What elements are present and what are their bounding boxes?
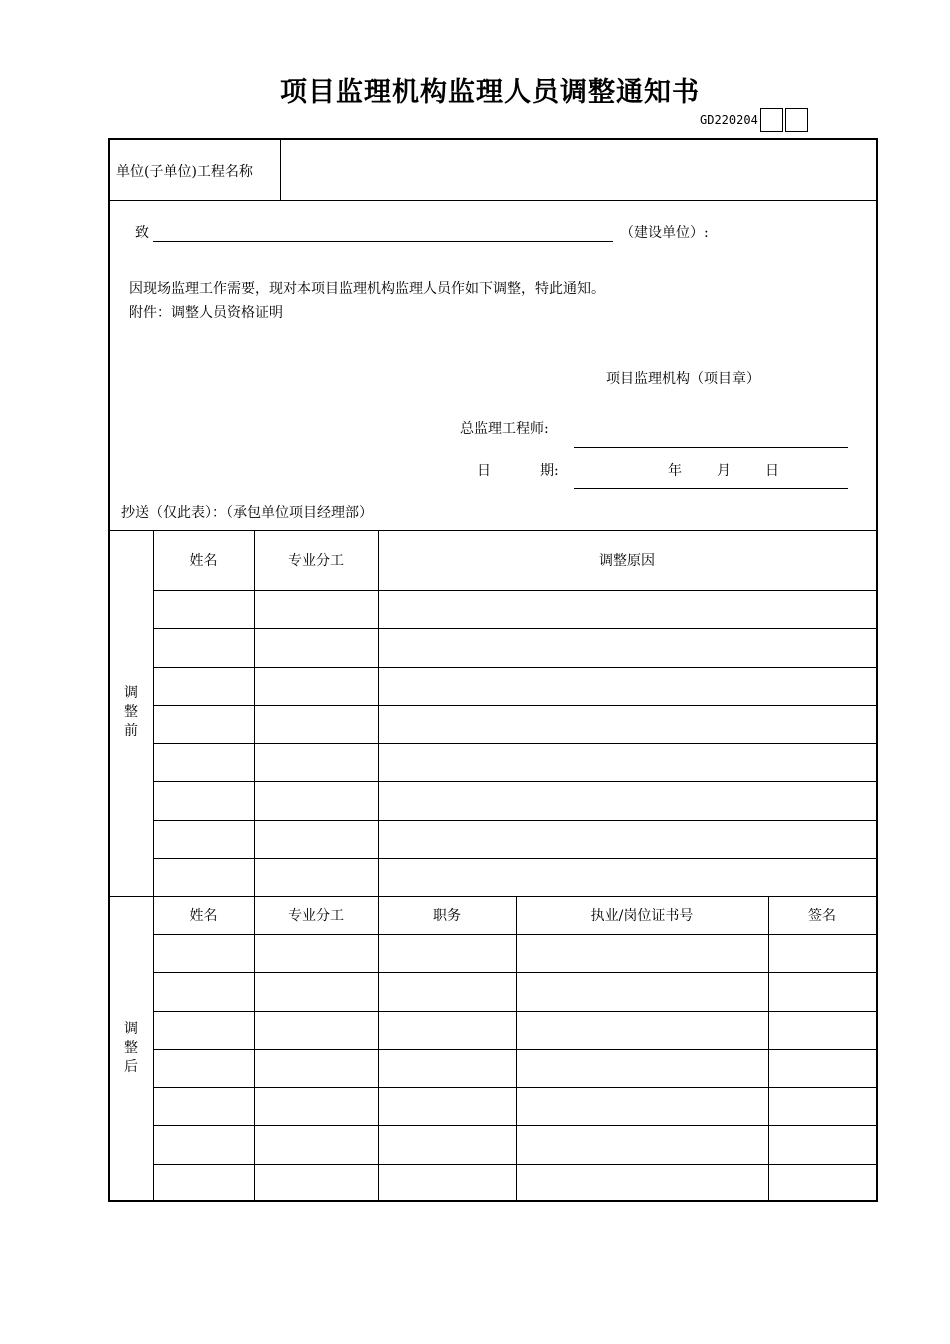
project-name-label: 单位(子单位)工程名称 [116, 164, 253, 180]
after-cell[interactable] [256, 1013, 376, 1047]
before-cell[interactable] [380, 822, 874, 856]
code-box-2[interactable] [785, 108, 808, 132]
to-suffix: （建设单位）: [620, 225, 709, 241]
after-cell[interactable] [770, 1051, 874, 1085]
after-cell[interactable] [380, 1013, 514, 1047]
after-cell[interactable] [518, 1166, 766, 1200]
before-cell[interactable] [155, 822, 252, 856]
after-cell[interactable] [155, 1127, 252, 1161]
before-row-divider [153, 781, 876, 782]
before-cell[interactable] [256, 592, 376, 626]
year-label: 年 [668, 463, 682, 479]
cc-note: 抄送（仅此表）：（承包单位项目经理部） [121, 505, 373, 521]
after-cell[interactable] [518, 974, 766, 1008]
after-cell[interactable] [256, 1166, 376, 1200]
after-cell[interactable] [155, 1166, 252, 1200]
before-cell[interactable] [155, 783, 252, 817]
after-cell[interactable] [770, 974, 874, 1008]
before-cell[interactable] [256, 745, 376, 779]
divider [153, 530, 154, 896]
divider [378, 530, 379, 896]
day-label: 日 [765, 463, 779, 479]
before-row-divider [153, 858, 876, 859]
before-cell[interactable] [380, 630, 874, 664]
divider [280, 140, 281, 200]
date-label-2: 期: [540, 463, 559, 479]
org-seal-label: 项目监理机构（项目章） [606, 371, 760, 387]
before-header-0: 姓名 [189, 553, 218, 569]
before-cell[interactable] [256, 822, 376, 856]
after-cell[interactable] [770, 1127, 874, 1161]
divider [110, 896, 876, 897]
after-cell[interactable] [380, 1089, 514, 1123]
after-cell[interactable] [518, 1089, 766, 1123]
form-frame [108, 138, 878, 1202]
before-cell[interactable] [256, 783, 376, 817]
after-header-2: 职务 [433, 908, 461, 924]
before-cell[interactable] [155, 592, 252, 626]
after-cell[interactable] [256, 974, 376, 1008]
before-cell[interactable] [380, 707, 874, 741]
after-cell[interactable] [155, 1013, 252, 1047]
divider [110, 200, 876, 201]
before-row-divider [153, 628, 876, 629]
after-cell[interactable] [256, 936, 376, 970]
before-cell[interactable] [256, 669, 376, 703]
after-cell[interactable] [380, 1127, 514, 1161]
chief-signature-field[interactable] [576, 422, 846, 446]
before-cell[interactable] [380, 669, 874, 703]
after-cell[interactable] [155, 1051, 252, 1085]
document-title: 项目监理机构监理人员调整通知书 [280, 77, 700, 108]
after-header-1: 专业分工 [288, 908, 344, 924]
after-cell[interactable] [256, 1051, 376, 1085]
divider [153, 590, 876, 591]
project-name-field[interactable] [282, 142, 872, 198]
after-row-divider [153, 1125, 876, 1126]
after-header-4: 签名 [808, 908, 836, 924]
recipient-field[interactable] [155, 220, 611, 240]
after-row-divider [153, 1049, 876, 1050]
before-cell[interactable] [380, 592, 874, 626]
divider [153, 934, 876, 935]
before-cell[interactable] [256, 860, 376, 894]
code-box-1[interactable] [760, 108, 783, 132]
after-row-divider [153, 972, 876, 973]
to-prefix: 致 [135, 225, 149, 241]
after-cell[interactable] [256, 1089, 376, 1123]
attachment-note: 附件：调整人员资格证明 [129, 305, 283, 321]
before-cell[interactable] [380, 745, 874, 779]
before-header-2: 调整原因 [599, 553, 655, 569]
before-cell[interactable] [380, 860, 874, 894]
after-cell[interactable] [770, 1013, 874, 1047]
after-cell[interactable] [155, 1089, 252, 1123]
after-cell[interactable] [518, 1013, 766, 1047]
date-line [574, 488, 848, 489]
recipient-underline [153, 241, 613, 242]
before-cell[interactable] [155, 630, 252, 664]
after-cell[interactable] [380, 1166, 514, 1200]
before-row-divider [153, 743, 876, 744]
date-field[interactable] [576, 463, 846, 487]
chief-engineer-label: 总监理工程师: [460, 421, 549, 437]
after-cell[interactable] [380, 1051, 514, 1085]
notice-body: 因现场监理工作需要，现对本项目监理机构监理人员作如下调整，特此通知。 [129, 281, 605, 297]
after-cell[interactable] [155, 974, 252, 1008]
before-section-label: 调整前 [124, 685, 138, 739]
date-label-1: 日 [477, 463, 491, 479]
divider [254, 530, 255, 896]
divider [110, 530, 876, 531]
form-code [700, 108, 808, 132]
after-cell[interactable] [380, 936, 514, 970]
before-row-divider [153, 667, 876, 668]
after-header-0: 姓名 [189, 908, 218, 924]
before-row-divider [153, 705, 876, 706]
after-cell[interactable] [155, 936, 252, 970]
before-row-divider [153, 820, 876, 821]
before-cell[interactable] [256, 707, 376, 741]
after-cell[interactable] [770, 1166, 874, 1200]
before-cell[interactable] [155, 745, 252, 779]
before-cell[interactable] [256, 630, 376, 664]
chief-signature-line [574, 447, 848, 448]
before-cell[interactable] [155, 669, 252, 703]
after-row-divider [153, 1164, 876, 1165]
before-cell[interactable] [155, 707, 252, 741]
after-header-3: 执业/岗位证书号 [590, 908, 694, 924]
month-label: 月 [717, 463, 731, 479]
after-cell[interactable] [518, 936, 766, 970]
before-header-1: 专业分工 [288, 553, 344, 569]
after-section-label: 调整后 [124, 1020, 138, 1075]
after-row-divider [153, 1087, 876, 1088]
before-cell[interactable] [380, 783, 874, 817]
after-cell[interactable] [518, 1127, 766, 1161]
after-cell[interactable] [770, 1089, 874, 1123]
after-cell[interactable] [770, 936, 874, 970]
before-cell[interactable] [155, 860, 252, 894]
form-code-text: GD220204 [700, 113, 758, 127]
after-row-divider [153, 1011, 876, 1012]
after-cell[interactable] [380, 974, 514, 1008]
after-cell[interactable] [518, 1051, 766, 1085]
after-cell[interactable] [256, 1127, 376, 1161]
